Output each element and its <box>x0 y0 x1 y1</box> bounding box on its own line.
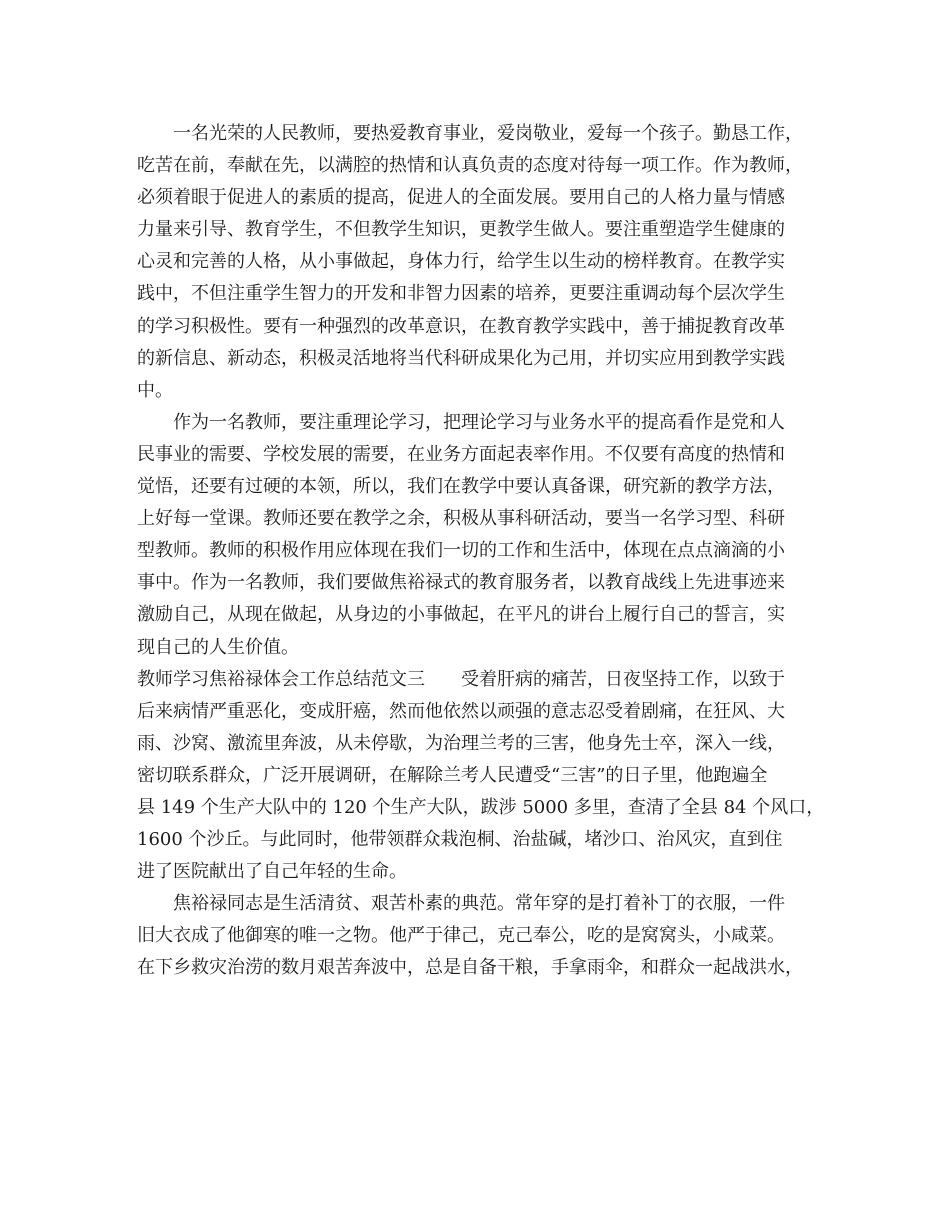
text-line: 一名光荣的人民教师，要热爱教育事业，爱岗敬业，爱每一个孩子。勤恳工作， <box>137 123 803 144</box>
text-line: 县 149 个生产大队中的 120 个生产大队，跋涉 5000 多里，查清了全县 84 个风口， <box>137 796 825 818</box>
text-line: 焦裕禄同志是生活清贫、艰苦朴素的典范。常年穿的是打着补丁的衣服，一件 <box>137 893 785 915</box>
text-line: 力量来引导、教育学生，不但教学生知识，更教学生做人。要注重塑造学生健康的 <box>137 219 785 241</box>
text-line: 事中。作为一名教师，我们要做焦裕禄式的教育服务者，以教育战线上先进事迹来 <box>137 572 785 594</box>
text-line: 的新信息、新动态，积极灵活地将当代科研成果化为己用，并切实应用到教学实践 <box>137 347 785 369</box>
text-line: 密切联系群众，广泛开展调研，在解除兰考人民遭受“三害”的日子里，他跑遍全 <box>137 764 768 786</box>
text-line: 吃苦在前，奉献在先，以满腔的热情和认真负责的态度对待每一项工作。作为教师， <box>137 155 803 177</box>
text-line: 的学习积极性。要有一种强烈的改革意识，在教育教学实践中，善于捕捉教育改革 <box>137 315 785 337</box>
text-line: 后来病情严重恶化，变成肝癌，然而他依然以顽强的意志忍受着剧痛，在狂风、大 <box>137 700 785 722</box>
text-line: 激励自己，从现在做起，从身边的小事做起，在平凡的讲台上履行自己的誓言，实 <box>137 604 785 626</box>
section-heading-line: 教师学习焦裕禄体会工作总结范文三 受着肝病的痛苦，日夜坚持工作，以致于 <box>137 668 785 690</box>
text-line: 型教师。教师的积极作用应体现在我们一切的工作和生活中，体现在点点滴滴的小 <box>137 540 785 562</box>
text-line: 心灵和完善的人格，从小事做起，身体力行，给学生以生动的榜样教育。在教学实 <box>137 251 785 273</box>
document-body <box>137 118 827 985</box>
text-line: 进了医院献出了自己年轻的生命。 <box>137 861 407 883</box>
text-line: 必须着眼于促进人的素质的提高，促进人的全面发展。要用自己的人格力量与情感 <box>137 187 785 209</box>
text-line: 觉悟，还要有过硬的本领，所以，我们在教学中要认真备课，研究新的教学方法， <box>137 476 785 498</box>
text-line: 1600 个沙丘。与此同时，他带领群众栽泡桐、治盐碱，堵沙口、治风灾，直到住 <box>137 829 783 851</box>
text-line: 作为一名教师，要注重理论学习，把理论学习与业务水平的提高看作是党和人 <box>137 411 785 433</box>
text-line: 上好每一堂课。教师还要在教学之余，积极从事科研活动，要当一名学习型、科研 <box>137 508 785 530</box>
text-line: 现自己的人生价值。 <box>137 636 299 658</box>
text-line: 雨、沙窝、激流里奔波，从未停歇，为治理兰考的三害，他身先士卒，深入一线， <box>137 732 785 754</box>
text-line: 践中，不但注重学生智力的开发和非智力因素的培养，更要注重调动每个层次学生 <box>137 283 785 305</box>
text-line: 中。 <box>137 379 173 401</box>
text-line: 旧大衣成了他御寒的唯一之物。他严于律己，克己奉公，吃的是窝窝头，小咸菜。 <box>137 925 785 947</box>
text-line: 在下乡救灾治涝的数月艰苦奔波中，总是自备干粮，手拿雨伞，和群众一起战洪水， <box>137 957 803 979</box>
text-line: 民事业的需要、学校发展的需要，在业务方面起表率作用。不仅要有高度的热情和 <box>137 443 785 465</box>
